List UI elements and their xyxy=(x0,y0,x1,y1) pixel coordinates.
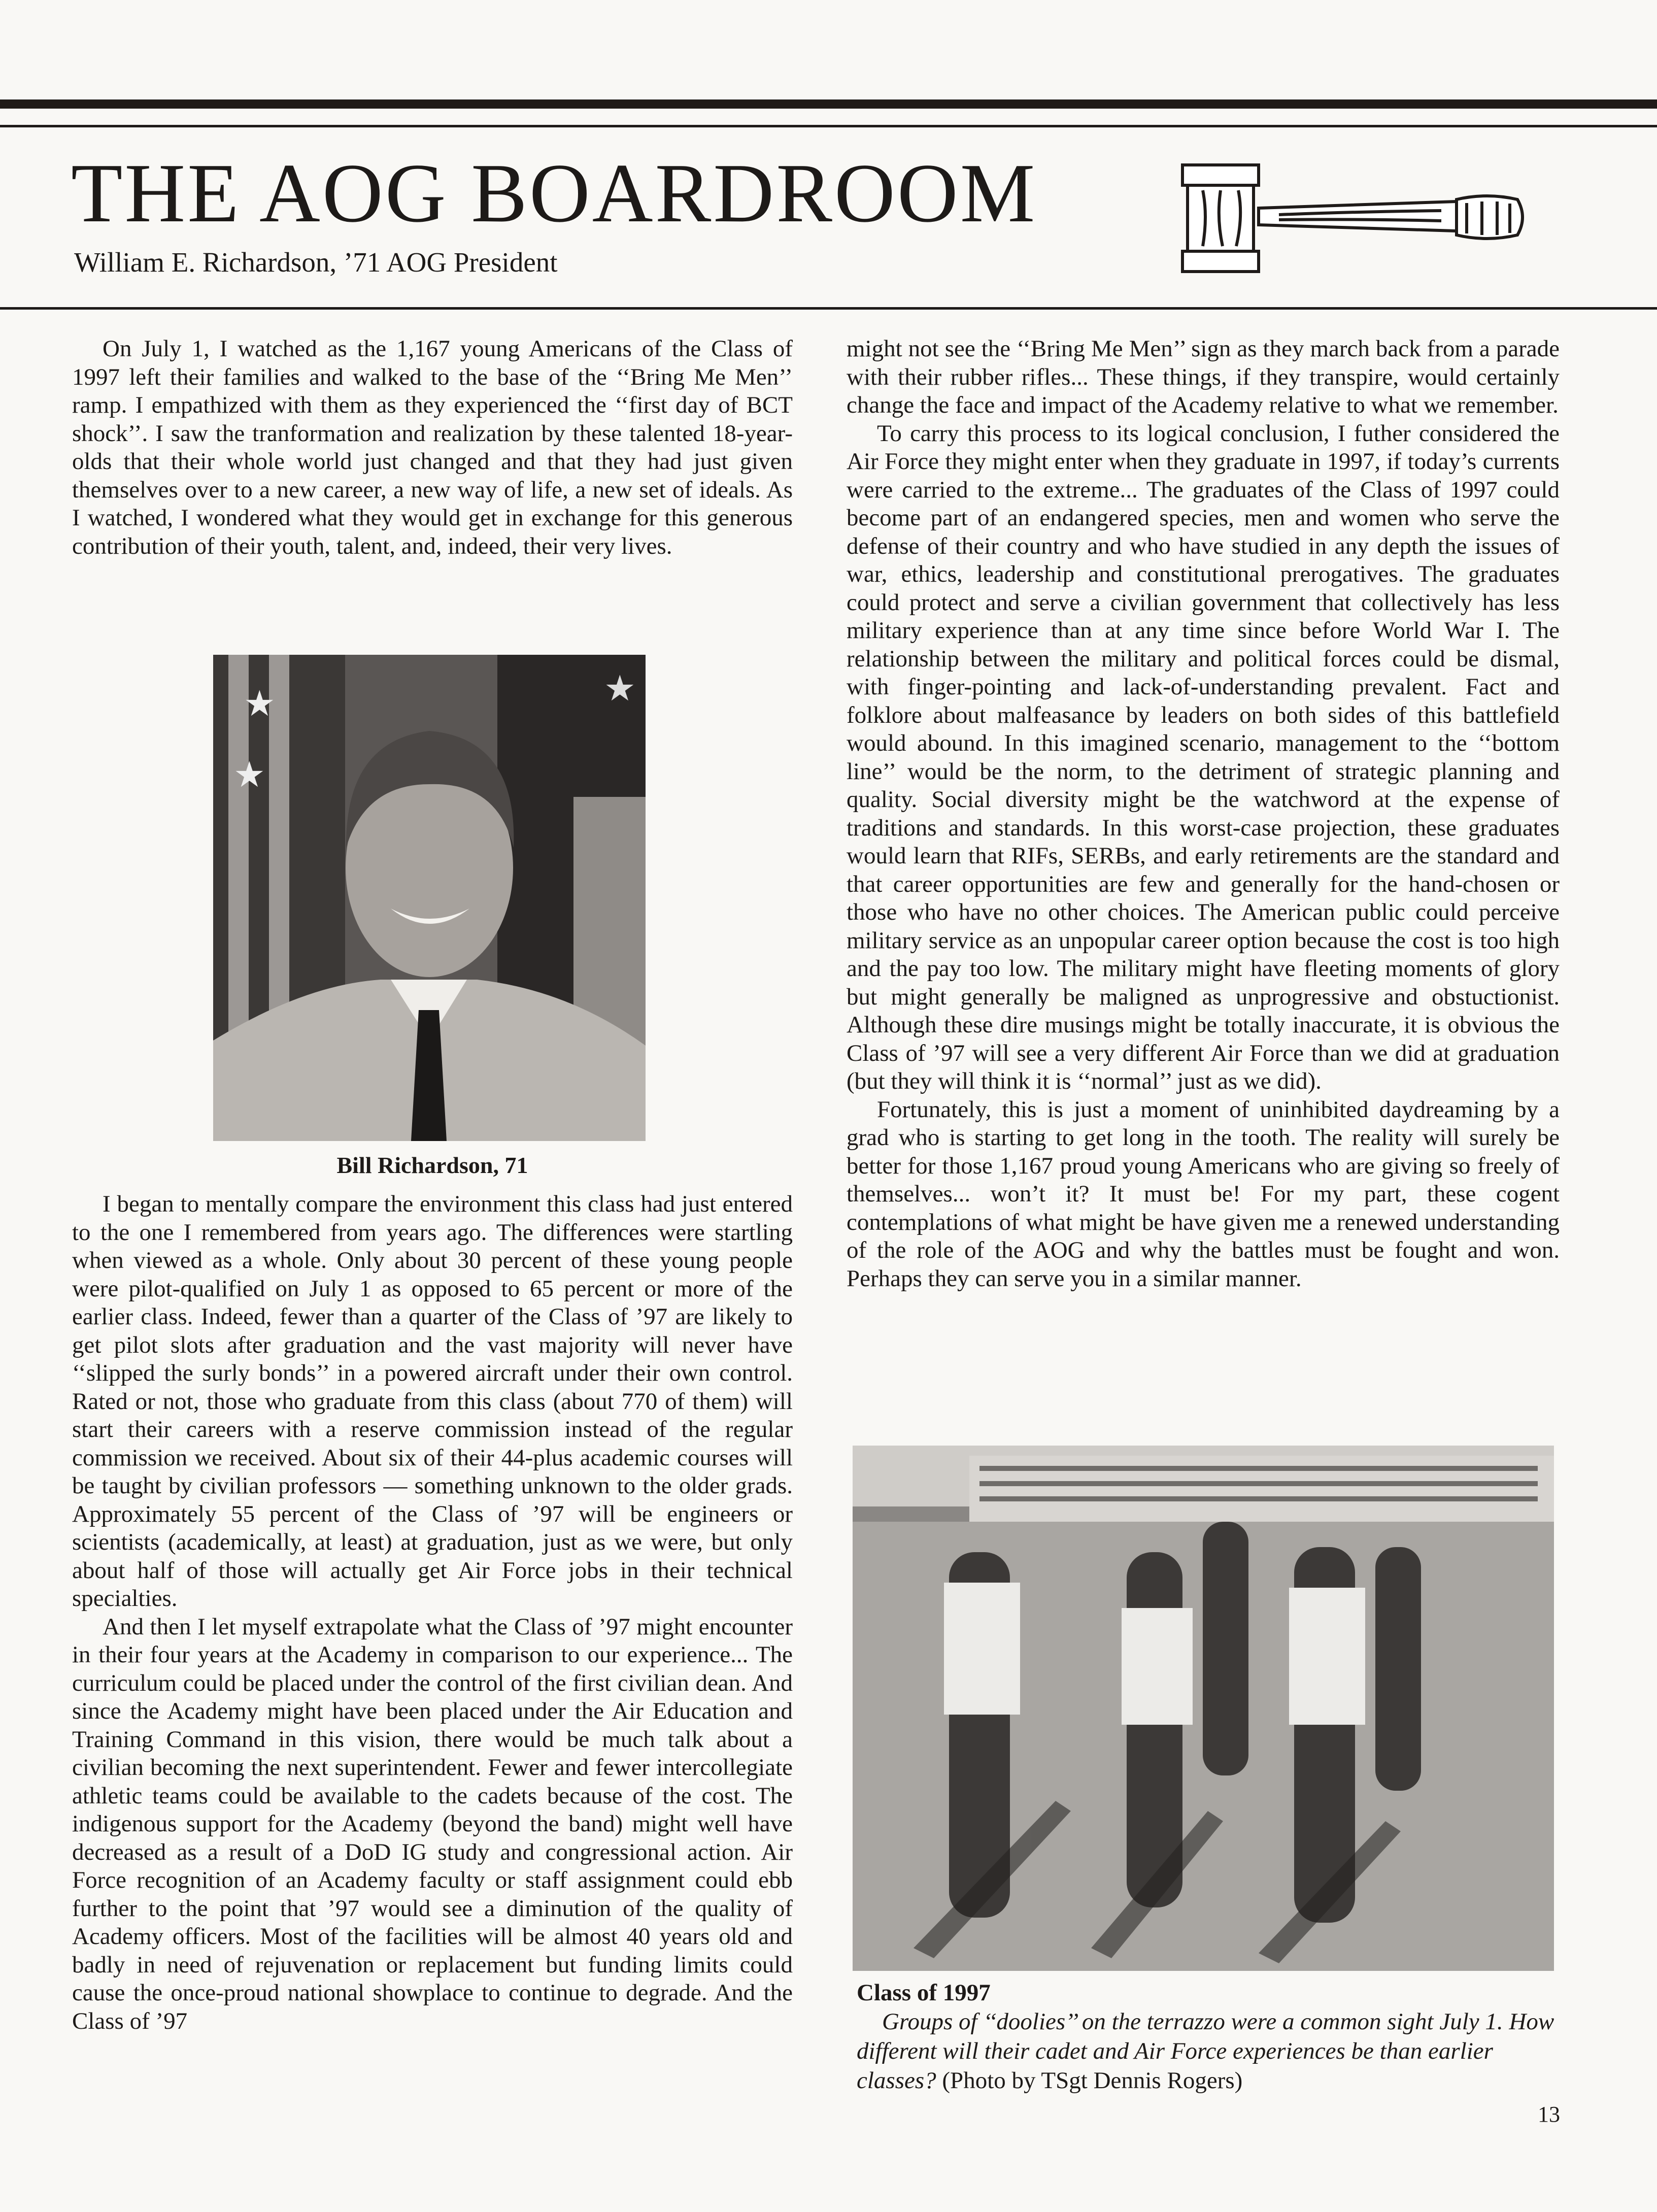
article-column-1-top xyxy=(72,335,793,560)
paragraph: Fortunately, this is just a moment of uninhibited daydreaming by a grad who is starting to get long in the tooth. The reality will surely be better for those 1,167 proud young Americans who are giving so freely of themselves... won’t it? It must be! For my part, these cogent contemplations of what might be have given me a renewed understanding of the role of the AOG and why the battles must be fought and won. Perhaps they can serve you in a similar manner. xyxy=(847,1096,1560,1292)
portrait-photo xyxy=(213,655,646,1141)
photo-caption-title: Class of 1997 xyxy=(857,1980,991,2006)
photo-caption xyxy=(857,2007,1567,2095)
class-photo xyxy=(853,1446,1554,1971)
top-thick-rule xyxy=(0,99,1657,109)
article-column-2 xyxy=(847,335,1560,1293)
byline: William E. Richardson, ’71 AOG President xyxy=(74,247,558,278)
gavel-icon xyxy=(1172,155,1538,282)
portrait-caption: Bill Richardson, 71 xyxy=(336,1152,528,1178)
svg-text:★: ★ xyxy=(244,683,276,724)
paragraph: might not see the ‘‘Bring Me Men’’ sign as they march back from a parade with their rubber rifles... These things, if they transpire, would certainly change the face and impact of the Academy relative to what we remember. xyxy=(847,336,1560,418)
page-title: THE AOG BOARDROOM xyxy=(71,146,1037,240)
top-thin-rule xyxy=(0,125,1657,127)
page-number: 13 xyxy=(1538,2102,1560,2127)
paragraph: And then I let myself extrapolate what the Class of ’97 might encounter in their four years at the Academy in comparison to our experience... The curriculum could be placed under the control of the first civilian dean. And since the Academy might have been placed under the Air Education and Training Command in this vision, there would be much talk about a civilian becoming the next superintendent. Fewer and fewer intercollegiate athletic teams could be available to the cadets because of the cost. The indigenous support for the Academy (beyond the band) might well have decreased as a result of a DoD IG study and congressional action. Air Force recognition of an Academy faculty or staff assignment could ebb further to the point that ’97 would see a diminution of the quality of Academy officers. Most of the facilities will be almost 40 years old and badly in need of rejuvenation or replacement but funding limits could cause the once-proud national showplace to continue to degrade. And the Class of ’97 xyxy=(72,1613,793,2034)
header-bottom-rule xyxy=(0,307,1657,310)
svg-text:★: ★ xyxy=(604,667,636,709)
svg-text:★: ★ xyxy=(233,754,265,795)
photo-credit: (Photo by TSgt Dennis Rogers) xyxy=(942,2067,1243,2094)
photo-caption-text: Groups of ‘‘doolies’’ on the terrazzo were a common sight July 1. How different will their cadet and Air Force experiences be than earlier classes? xyxy=(857,2008,1554,2094)
paragraph: To carry this process to its logical conclusion, I futher considered the Air Force they might enter when they graduate in 1997, if today’s currents were carried to the extreme... The graduates of the Class of 1997 could become part of an endangered species, men and women who serve the defense of their country and who have studied in any depth the issues of war, ethics, leadership and constitutional prerogatives. The graduates could protect and serve a civilian government that collectively has less military experience than at any time since before World War I. The relationship between the military and political forces could be dismal, with finger-pointing and lack-of-understanding prevalent. Fact and folklore about malfeasance by leaders on both sides of this battlefield would abound. In this imagined scenario, management to the ‘‘bottom line’’ would be the norm, to the detriment of strategic planning and quality. Social diversity might be the watchword at the expense of traditions and standards. In this worst-case projection, these graduates would learn that RIFs, SERBs, and early retirements are the standard and that career opportunities are few and generally for the hand-chosen or those who have no other choices. The American public could perceive military service as an unpopular career option because the cost is too high and the pay too low. The military might have fleeting moments of glory but might generally be maligned as unprogressive and obstuctionist. Although these dire musings might be totally inaccurate, it is obvious the Class of ’97 will see a very different Air Force than we did at graduation (but they will think it is ‘‘normal’’ just as we did). xyxy=(847,420,1560,1094)
paragraph: I began to mentally compare the environment this class had just entered to the one I remembered from years ago. The differences were startling when viewed as a whole. Only about 30 percent of these young people were pilot-qualified on July 1 as opposed to 65 percent or more of the earlier class. Indeed, fewer than a quarter of the Class of ’97 are likely to get pilot slots after graduation and the vast majority will never have ‘‘slipped the surly bonds’’ in a powered aircraft under their own control. Rated or not, those who graduate from this class (about 770 of them) will start their careers with a reserve commission instead of the regular commission we received. About six of their 44-plus academic courses will be taught by civilian professors — something unknown to the older grads. Approximately 55 percent of the Class of ’97 will be engineers or scientists (academically, at least) at graduation, just as we were, but only about half of those will actually get Air Force jobs in their technical specialties. xyxy=(72,1191,793,1612)
article-column-1-bottom xyxy=(72,1190,793,2035)
paragraph: On July 1, I watched as the 1,167 young Americans of the Class of 1997 left their families and walked to the base of the ‘‘Bring Me Men’’ ramp. I empathized with them as they experienced the ‘‘first day of BCT shock’’. I saw the tranformation and realization by these talented 18-year-olds that their whole world just changed and that they had just given themselves over to a new career, a new way of life, a new set of ideals. As I watched, I wondered what they would get in exchange for this generous contribution of their youth, talent, and, indeed, their very lives. xyxy=(72,336,793,559)
